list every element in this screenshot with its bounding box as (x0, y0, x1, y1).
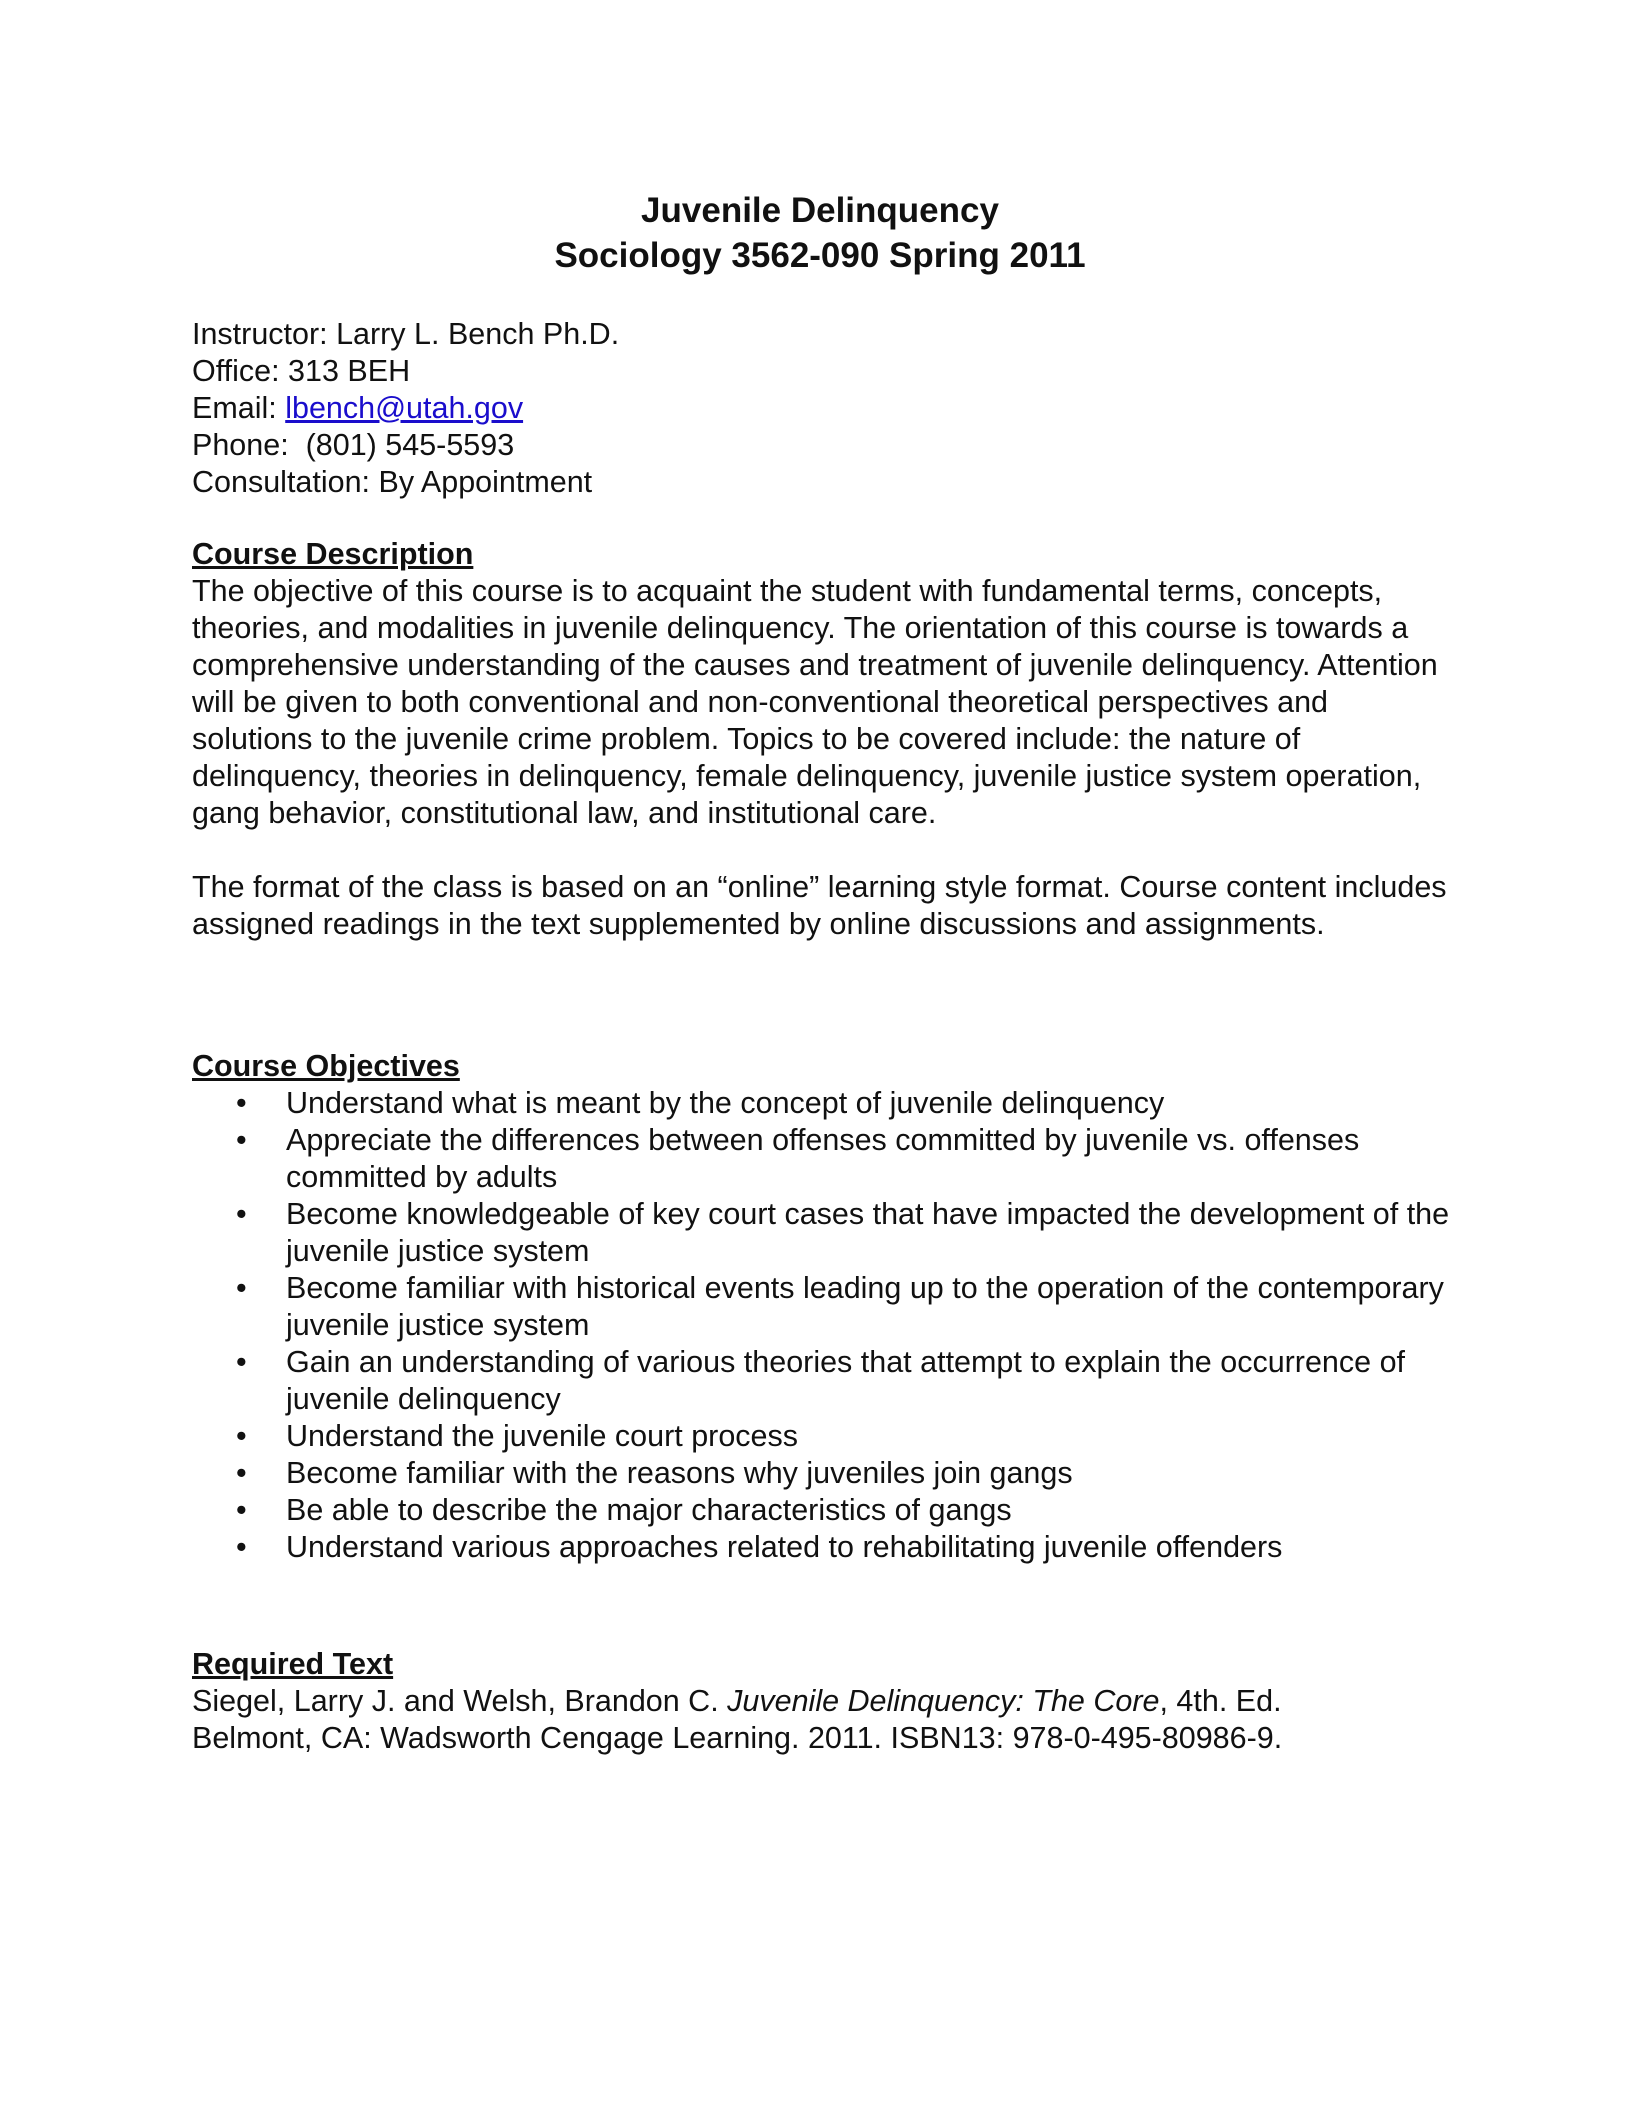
phone-line: Phone: (801) 545-5593 (192, 428, 515, 462)
bullet-icon: • (236, 1530, 247, 1564)
course-title: Juvenile Delinquency (641, 191, 999, 230)
objective-text: Become knowledgeable of key court cases that have impacted the development of the juvenile justice system (286, 1197, 1450, 1268)
citation-edition: , 4th. Ed. (1159, 1684, 1282, 1718)
objective-text: Become familiar with the reasons why juveniles join gangs (286, 1456, 1073, 1490)
document-header (0, 188, 1640, 278)
required-text-section (192, 1646, 1452, 1757)
objective-item (192, 1344, 1452, 1418)
objective-text: Understand the juvenile court process (286, 1419, 799, 1453)
bullet-icon: • (236, 1493, 247, 1527)
objective-item (192, 1492, 1452, 1529)
email-label: Email: (192, 391, 286, 425)
bullet-icon: • (236, 1086, 247, 1120)
email-line (192, 390, 1452, 427)
citation-line (192, 1683, 1452, 1720)
bullet-icon: • (236, 1456, 247, 1490)
course-subtitle: Sociology 3562-090 Spring 2011 (554, 236, 1086, 275)
description-paragraph: The objective of this course is to acquaint the student with fundamental terms, concepts, theories, and modalities in juvenile delinquency. The orientation of this course is towards a comprehensive understanding of the causes and treatment of juvenile delinquency. Attention will be given to both conventional and non-conventional theoretical perspectives and solutions to the juvenile crime problem. Topics to be covered include: the nature of delinquency, theories in delinquency, female delinquency, juvenile justice system operation, gang behavior, constitutional law, and institutional care. (192, 574, 1438, 830)
objective-item (192, 1122, 1452, 1196)
contact-info (192, 316, 1452, 501)
objective-item (192, 1085, 1452, 1122)
course-description-heading: Course Description (192, 537, 474, 571)
email-link[interactable]: lbench@utah.gov (285, 391, 524, 425)
objective-text: Be able to describe the major characteristics of gangs (286, 1493, 1012, 1527)
objective-text: Appreciate the differences between offenses committed by juvenile vs. offenses committed by adults (286, 1123, 1360, 1194)
objective-item (192, 1270, 1452, 1344)
bullet-icon: • (236, 1123, 247, 1157)
required-text-heading: Required Text (192, 1647, 394, 1681)
objectives-list (192, 1085, 1452, 1566)
citation-authors: Siegel, Larry J. and Welsh, Brandon C. (192, 1684, 728, 1718)
bullet-icon: • (236, 1419, 247, 1453)
objective-item (192, 1196, 1452, 1270)
citation-book-title: Juvenile Delinquency: The Core (727, 1684, 1160, 1718)
office-line: Office: 313 BEH (192, 354, 411, 388)
instructor-line: Instructor: Larry L. Bench Ph.D. (192, 317, 620, 351)
publisher-line: Belmont, CA: Wadsworth Cengage Learning. 2011. ISBN13: 978-0-495-80986-9. (192, 1721, 1283, 1755)
objective-text: Understand various approaches related to rehabilitating juvenile offenders (286, 1530, 1283, 1564)
course-objectives-section (192, 1048, 1452, 1566)
course-objectives-heading: Course Objectives (192, 1049, 460, 1083)
objective-text: Understand what is meant by the concept of juvenile delinquency (286, 1086, 1165, 1120)
bullet-icon: • (236, 1197, 247, 1231)
objective-item (192, 1418, 1452, 1455)
objective-text: Become familiar with historical events leading up to the operation of the contemporary juvenile justice system (286, 1271, 1444, 1342)
objective-item (192, 1529, 1452, 1566)
bullet-icon: • (236, 1345, 247, 1379)
consultation-line: Consultation: By Appointment (192, 465, 593, 499)
bullet-icon: • (236, 1271, 247, 1305)
objective-text: Gain an understanding of various theories that attempt to explain the occurrence of juvenile delinquency (286, 1345, 1406, 1416)
format-paragraph: The format of the class is based on an “online” learning style format. Course content includes assigned readings in the text supplemented by online discussions and assignments. (192, 870, 1447, 941)
course-description-section (192, 536, 1452, 943)
objective-item (192, 1455, 1452, 1492)
